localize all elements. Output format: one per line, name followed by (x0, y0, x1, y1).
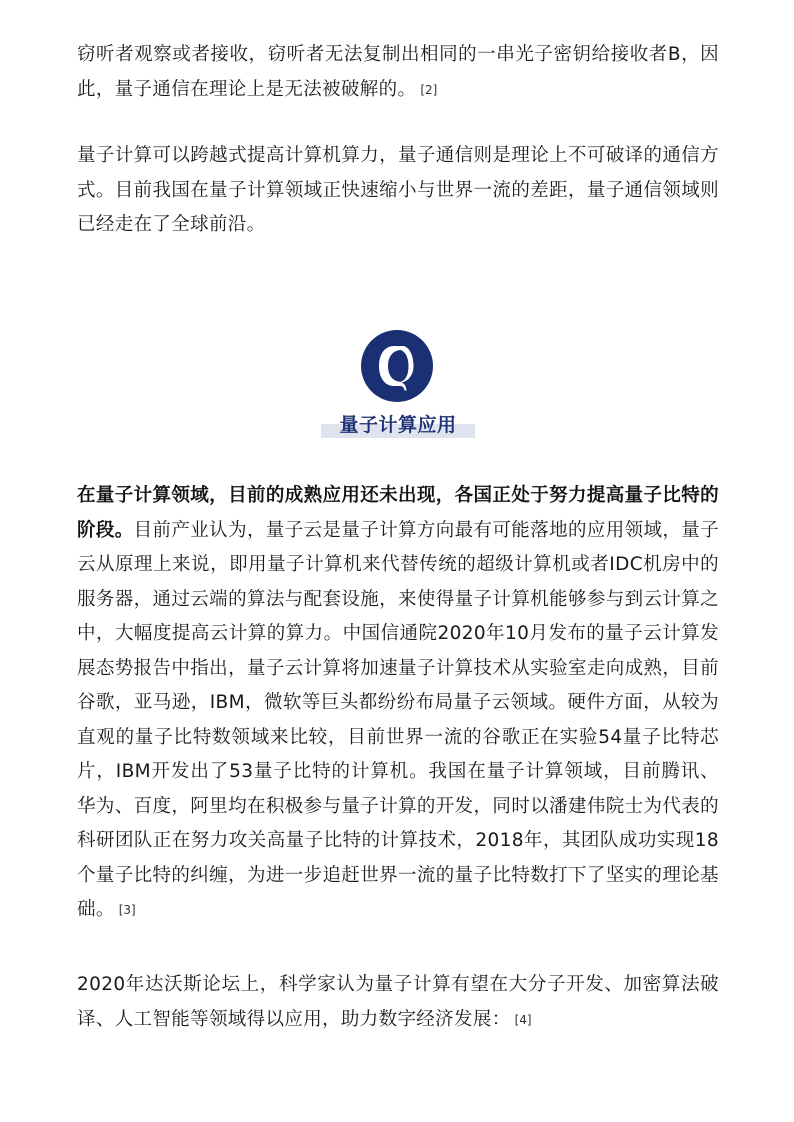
paragraph-text: 窃听者观察或者接收，窃听者无法复制出相同的一串光子密钥给接收者B，因此，量子通信在理论上是无法被破解的。 (77, 44, 719, 100)
paragraph-text: 量子计算可以跨越式提高计算机算力，量子通信则是理论上不可破译的通信方式。目前我国在量子计算领域正快速缩小与世界一流的差距，量子通信领域则已经走在了全球前沿。 (77, 145, 719, 235)
paragraph-quantum-cloud (77, 479, 719, 928)
paragraph-quantum-overview (77, 139, 719, 243)
quantum-q-logo-icon (360, 329, 434, 403)
paragraph-eavesdropper (77, 38, 719, 107)
citation-4[interactable]: [4] (514, 1012, 532, 1027)
paragraph-davos (77, 968, 719, 1037)
paragraph-text: 2020年达沃斯论坛上，科学家认为量子计算有望在大分子开发、加密算法破译、人工智能等领域得以应用，助力数字经济发展： (77, 974, 719, 1030)
citation-2[interactable]: [2] (420, 82, 438, 97)
paragraph-text: 目前产业认为，量子云是量子计算方向最有可能落地的应用领域，量子云从原理上来说，即用量子计算机来代替传统的超级计算机或者IDC机房中的服务器，通过云端的算法与配套设施，来使得量子计算机能够参与到云计算之中，大幅度提高云计算的算力。中国信通院2020年10月发布的量子云计算发展态势报告中指出，量子云计算将加速量子计算技术从实验室走向成熟，目前谷歌，亚马逊，IBM，微软等巨头都纷纷布局量子云领域。硬件方面，从较为直观的量子比特数领域来比较，目前世界一流的谷歌正在实验54量子比特芯片，IBM开发出了53量子比特的计算机。我国在量子计算领域，目前腾讯、华为、百度，阿里均在积极参与量子计算的开发，同时以潘建伟院士为代表的科研团队正在努力攻关高量子比特的计算技术，2018年，其团队成功实现18个量子比特的纠缠，为进一步追赶世界一流的量子比特数打下了坚实的理论基础。 (77, 519, 719, 920)
section-heading: 量子计算应用 (339, 414, 457, 436)
citation-3[interactable]: [3] (118, 903, 136, 917)
paragraph-lead-bold: 在量子计算领域，目前的成熟应用还未出现，各国正处于努力提高量子比特的阶段。 (77, 485, 719, 541)
